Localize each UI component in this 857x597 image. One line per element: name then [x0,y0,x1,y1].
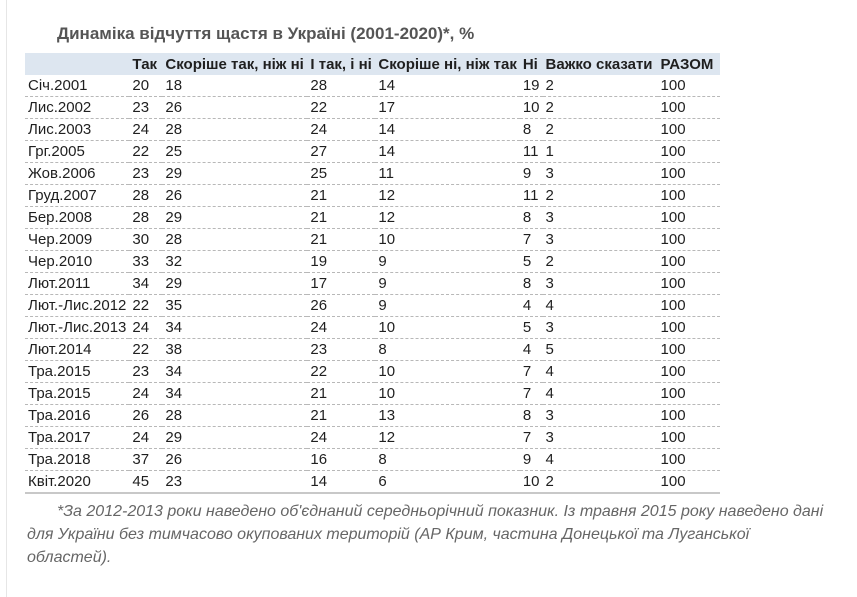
cell-rather-yes: 38 [162,339,307,361]
cell-rather-no: 12 [375,207,519,229]
cell-tak: 30 [129,229,162,251]
cell-rather-yes: 28 [162,229,307,251]
cell-hard-to-say: 2 [543,251,658,273]
table-row [25,229,720,251]
header-ni: Ні [520,53,543,75]
table-title: Динаміка відчуття щастя в Україні (2001-2020)*, % [57,24,475,43]
cell-hard-to-say: 2 [543,97,658,119]
cell-both: 16 [307,449,375,471]
cell-total: 100 [658,471,720,494]
table-body [25,75,720,493]
cell-total: 100 [658,207,720,229]
cell-ni: 7 [520,229,543,251]
cell-tak: 22 [129,339,162,361]
table-row [25,75,720,97]
cell-tak: 23 [129,97,162,119]
cell-period: Чер.2009 [25,229,129,251]
table-row [25,97,720,119]
cell-both: 21 [307,207,375,229]
cell-tak: 34 [129,273,162,295]
cell-both: 19 [307,251,375,273]
cell-both: 21 [307,229,375,251]
cell-total: 100 [658,119,720,141]
table-row [25,295,720,317]
cell-total: 100 [658,273,720,295]
cell-total: 100 [658,163,720,185]
cell-rather-no: 9 [375,295,519,317]
left-divider [6,0,7,597]
cell-rather-no: 10 [375,317,519,339]
cell-total: 100 [658,185,720,207]
header-tak: Так [129,53,162,75]
cell-rather-no: 14 [375,141,519,163]
cell-tak: 24 [129,383,162,405]
cell-total: 100 [658,251,720,273]
cell-rather-yes: 29 [162,273,307,295]
cell-period: Жов.2006 [25,163,129,185]
cell-rather-no: 10 [375,383,519,405]
cell-tak: 24 [129,119,162,141]
cell-rather-yes: 32 [162,251,307,273]
table-row [25,317,720,339]
cell-rather-no: 6 [375,471,519,494]
header-both: І так, і ні [307,53,375,75]
cell-rather-yes: 26 [162,185,307,207]
table-row [25,119,720,141]
cell-rather-yes: 25 [162,141,307,163]
table-row [25,427,720,449]
cell-both: 24 [307,317,375,339]
cell-ni: 8 [520,119,543,141]
cell-period: Тра.2018 [25,449,129,471]
cell-both: 21 [307,405,375,427]
cell-both: 26 [307,295,375,317]
cell-total: 100 [658,317,720,339]
cell-both: 22 [307,361,375,383]
cell-rather-no: 13 [375,405,519,427]
cell-hard-to-say: 4 [543,295,658,317]
cell-rather-no: 8 [375,339,519,361]
cell-rather-yes: 29 [162,163,307,185]
cell-rather-yes: 23 [162,471,307,494]
cell-rather-yes: 28 [162,119,307,141]
cell-period: Лис.2003 [25,119,129,141]
table-header-row [25,53,720,75]
header-rather-no: Скоріше ні, ніж так [375,53,519,75]
cell-both: 17 [307,273,375,295]
cell-tak: 28 [129,185,162,207]
cell-period: Лют.2014 [25,339,129,361]
cell-rather-yes: 29 [162,207,307,229]
cell-rather-yes: 29 [162,427,307,449]
cell-rather-no: 9 [375,273,519,295]
cell-both: 24 [307,427,375,449]
cell-total: 100 [658,427,720,449]
cell-total: 100 [658,383,720,405]
cell-rather-no: 10 [375,361,519,383]
cell-rather-yes: 34 [162,361,307,383]
cell-total: 100 [658,229,720,251]
table-row [25,141,720,163]
cell-hard-to-say: 5 [543,339,658,361]
cell-ni: 8 [520,273,543,295]
cell-ni: 4 [520,295,543,317]
cell-rather-yes: 34 [162,317,307,339]
cell-ni: 7 [520,361,543,383]
cell-rather-no: 12 [375,185,519,207]
cell-both: 14 [307,471,375,494]
cell-ni: 10 [520,471,543,494]
cell-rather-yes: 18 [162,75,307,97]
cell-total: 100 [658,295,720,317]
cell-ni: 7 [520,427,543,449]
cell-period: Січ.2001 [25,75,129,97]
cell-tak: 45 [129,471,162,494]
cell-total: 100 [658,141,720,163]
header-hard-to-say: Важко сказати [543,53,658,75]
cell-total: 100 [658,449,720,471]
cell-hard-to-say: 3 [543,317,658,339]
cell-tak: 37 [129,449,162,471]
cell-rather-no: 11 [375,163,519,185]
cell-period: Лют.2011 [25,273,129,295]
cell-period: Тра.2015 [25,383,129,405]
cell-ni: 7 [520,383,543,405]
cell-hard-to-say: 3 [543,207,658,229]
cell-ni: 5 [520,251,543,273]
table-row [25,163,720,185]
cell-hard-to-say: 4 [543,383,658,405]
cell-hard-to-say: 3 [543,163,658,185]
cell-both: 22 [307,97,375,119]
cell-period: Чер.2010 [25,251,129,273]
cell-period: Тра.2016 [25,405,129,427]
cell-ni: 5 [520,317,543,339]
table-row [25,273,720,295]
cell-rather-yes: 26 [162,97,307,119]
cell-tak: 20 [129,75,162,97]
cell-ni: 9 [520,449,543,471]
cell-period: Грг.2005 [25,141,129,163]
cell-ni: 11 [520,141,543,163]
cell-period: Лют.-Лис.2013 [25,317,129,339]
cell-both: 21 [307,383,375,405]
cell-tak: 24 [129,317,162,339]
cell-tak: 33 [129,251,162,273]
cell-both: 23 [307,339,375,361]
cell-hard-to-say: 2 [543,471,658,494]
header-period [25,53,129,75]
table-row [25,405,720,427]
cell-both: 24 [307,119,375,141]
cell-rather-no: 8 [375,449,519,471]
cell-total: 100 [658,405,720,427]
cell-hard-to-say: 4 [543,361,658,383]
header-rather-yes: Скоріше так, ніж ні [162,53,307,75]
cell-period: Тра.2017 [25,427,129,449]
cell-period: Бер.2008 [25,207,129,229]
cell-hard-to-say: 3 [543,427,658,449]
cell-both: 28 [307,75,375,97]
table-row [25,185,720,207]
cell-tak: 23 [129,361,162,383]
cell-rather-yes: 28 [162,405,307,427]
cell-ni: 19 [520,75,543,97]
cell-hard-to-say: 3 [543,273,658,295]
cell-total: 100 [658,339,720,361]
cell-ni: 11 [520,185,543,207]
cell-rather-no: 14 [375,119,519,141]
cell-period: Квіт.2020 [25,471,129,494]
cell-rather-no: 9 [375,251,519,273]
cell-ni: 8 [520,405,543,427]
cell-both: 21 [307,185,375,207]
cell-period: Лют.-Лис.2012 [25,295,129,317]
cell-period: Лис.2002 [25,97,129,119]
cell-tak: 28 [129,207,162,229]
cell-hard-to-say: 2 [543,185,658,207]
cell-total: 100 [658,97,720,119]
cell-hard-to-say: 1 [543,141,658,163]
cell-rather-no: 14 [375,75,519,97]
cell-rather-yes: 26 [162,449,307,471]
cell-period: Тра.2015 [25,361,129,383]
cell-ni: 4 [520,339,543,361]
cell-total: 100 [658,361,720,383]
table-row [25,449,720,471]
cell-hard-to-say: 3 [543,229,658,251]
cell-both: 25 [307,163,375,185]
cell-tak: 24 [129,427,162,449]
cell-ni: 8 [520,207,543,229]
footnote: *За 2012-2013 роки наведено об'єднаний середньорічний показник. Із травня 2015 року наведено дані для України без тимчасово окупованих територій (АР Крим, частина Донецької та Луганської областей). [27,503,824,566]
cell-total: 100 [658,75,720,97]
cell-rather-no: 12 [375,427,519,449]
cell-ni: 10 [520,97,543,119]
table-row [25,471,720,494]
cell-hard-to-say: 4 [543,449,658,471]
cell-tak: 22 [129,295,162,317]
cell-period: Груд.2007 [25,185,129,207]
header-total: РАЗОМ [658,53,720,75]
cell-rather-yes: 35 [162,295,307,317]
cell-rather-no: 10 [375,229,519,251]
cell-hard-to-say: 2 [543,75,658,97]
table-row [25,361,720,383]
cell-hard-to-say: 3 [543,405,658,427]
table-row [25,339,720,361]
table-row [25,383,720,405]
cell-tak: 22 [129,141,162,163]
cell-rather-no: 17 [375,97,519,119]
cell-ni: 9 [520,163,543,185]
cell-rather-yes: 34 [162,383,307,405]
cell-tak: 23 [129,163,162,185]
table-row [25,207,720,229]
cell-tak: 26 [129,405,162,427]
cell-both: 27 [307,141,375,163]
cell-hard-to-say: 2 [543,119,658,141]
happiness-table [25,53,720,494]
table-row [25,251,720,273]
